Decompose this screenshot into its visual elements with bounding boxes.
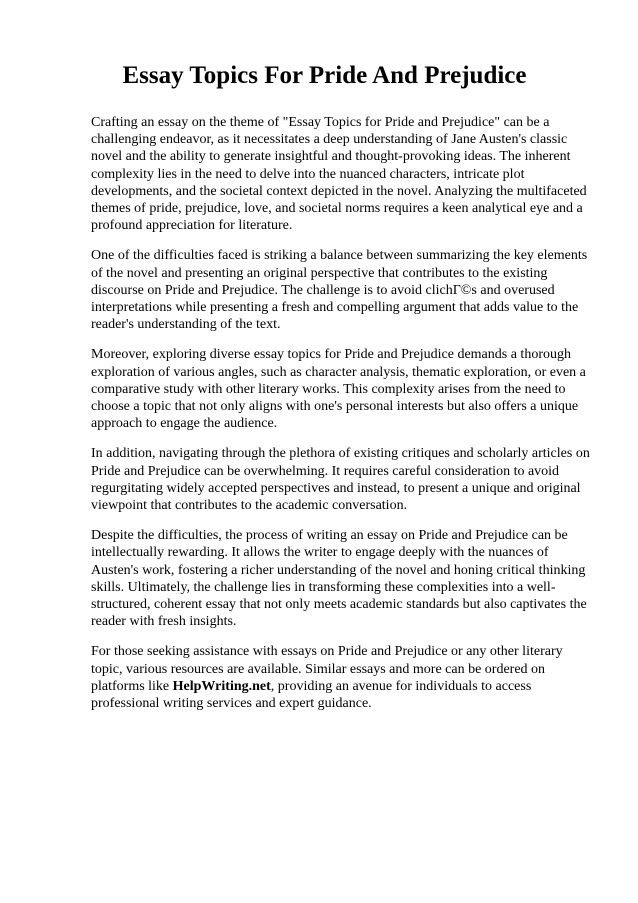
- paragraph-assistance: [91, 643, 596, 712]
- page-title: Essay Topics For Pride And Prejudice: [122, 62, 527, 89]
- helpwriting-link[interactable]: HelpWriting.net: [172, 678, 271, 694]
- paragraph-diverse-topics: Moreover, exploring diverse essay topics for Pride and Prejudice demands a thorough exploration of various angles, such as character analysis, thematic exploration, or even a comparative study with other literary works. This complexity arises from the need to choose a topic that not only aligns with one's personal interests but also offers a unique approach to engage the audience.: [91, 347, 586, 432]
- paragraph-rewarding: Despite the difficulties, the process of writing an essay on Pride and Prejudice can be intellectually rewarding. It allows the writer to engage deeply with the nuances of Austen's work, fostering a richer understanding of the novel and honing critical thinking skills. Ultimately, the challenge lies in transforming these complexities into a well-structured, coherent essay that not only meets academic standards but also captivates the reader with fresh insights.: [91, 528, 587, 630]
- assistance-text-after: , providing an avenue for individuals to access professional writing services and expert guidance.: [91, 678, 532, 712]
- paragraph-difficulties: One of the difficulties faced is striking a balance between summarizing the key elements of the novel and presenting an original perspective that contributes to the existing discourse on Pride and Prejudice. The challenge is to avoid clichГ©s and overused interpretations while presenting a fresh and compelling argument that adds value to the reader's understanding of the text.: [91, 248, 588, 333]
- paragraph-intro: Crafting an essay on the theme of "Essay Topics for Pride and Prejudice" can be a challenging endeavor, as it necessitates a deep understanding of Jane Austen's classic novel and the ability to generate insightful and thought-provoking ideas. The inherent complexity lies in the need to delve into the nuanced characters, intricate plot developments, and the societal context depicted in the novel. Analyzing the multifaceted themes of pride, prejudice, love, and societal norms requires a keen analytical eye and a profound appreciation for literature.: [91, 115, 587, 234]
- paragraph-critiques: In addition, navigating through the plethora of existing critiques and scholarly articles on Pride and Prejudice can be overwhelming. It requires careful consideration to avoid regurgitating widely accepted perspectives and instead, to present a unique and original viewpoint that contributes to the academic conversation.: [91, 446, 590, 514]
- assistance-text-before: For those seeking assistance with essays on Pride and Prejudice or any other literary topic, various resources are available. Similar essays and more can be ordered on platforms like: [91, 644, 563, 694]
